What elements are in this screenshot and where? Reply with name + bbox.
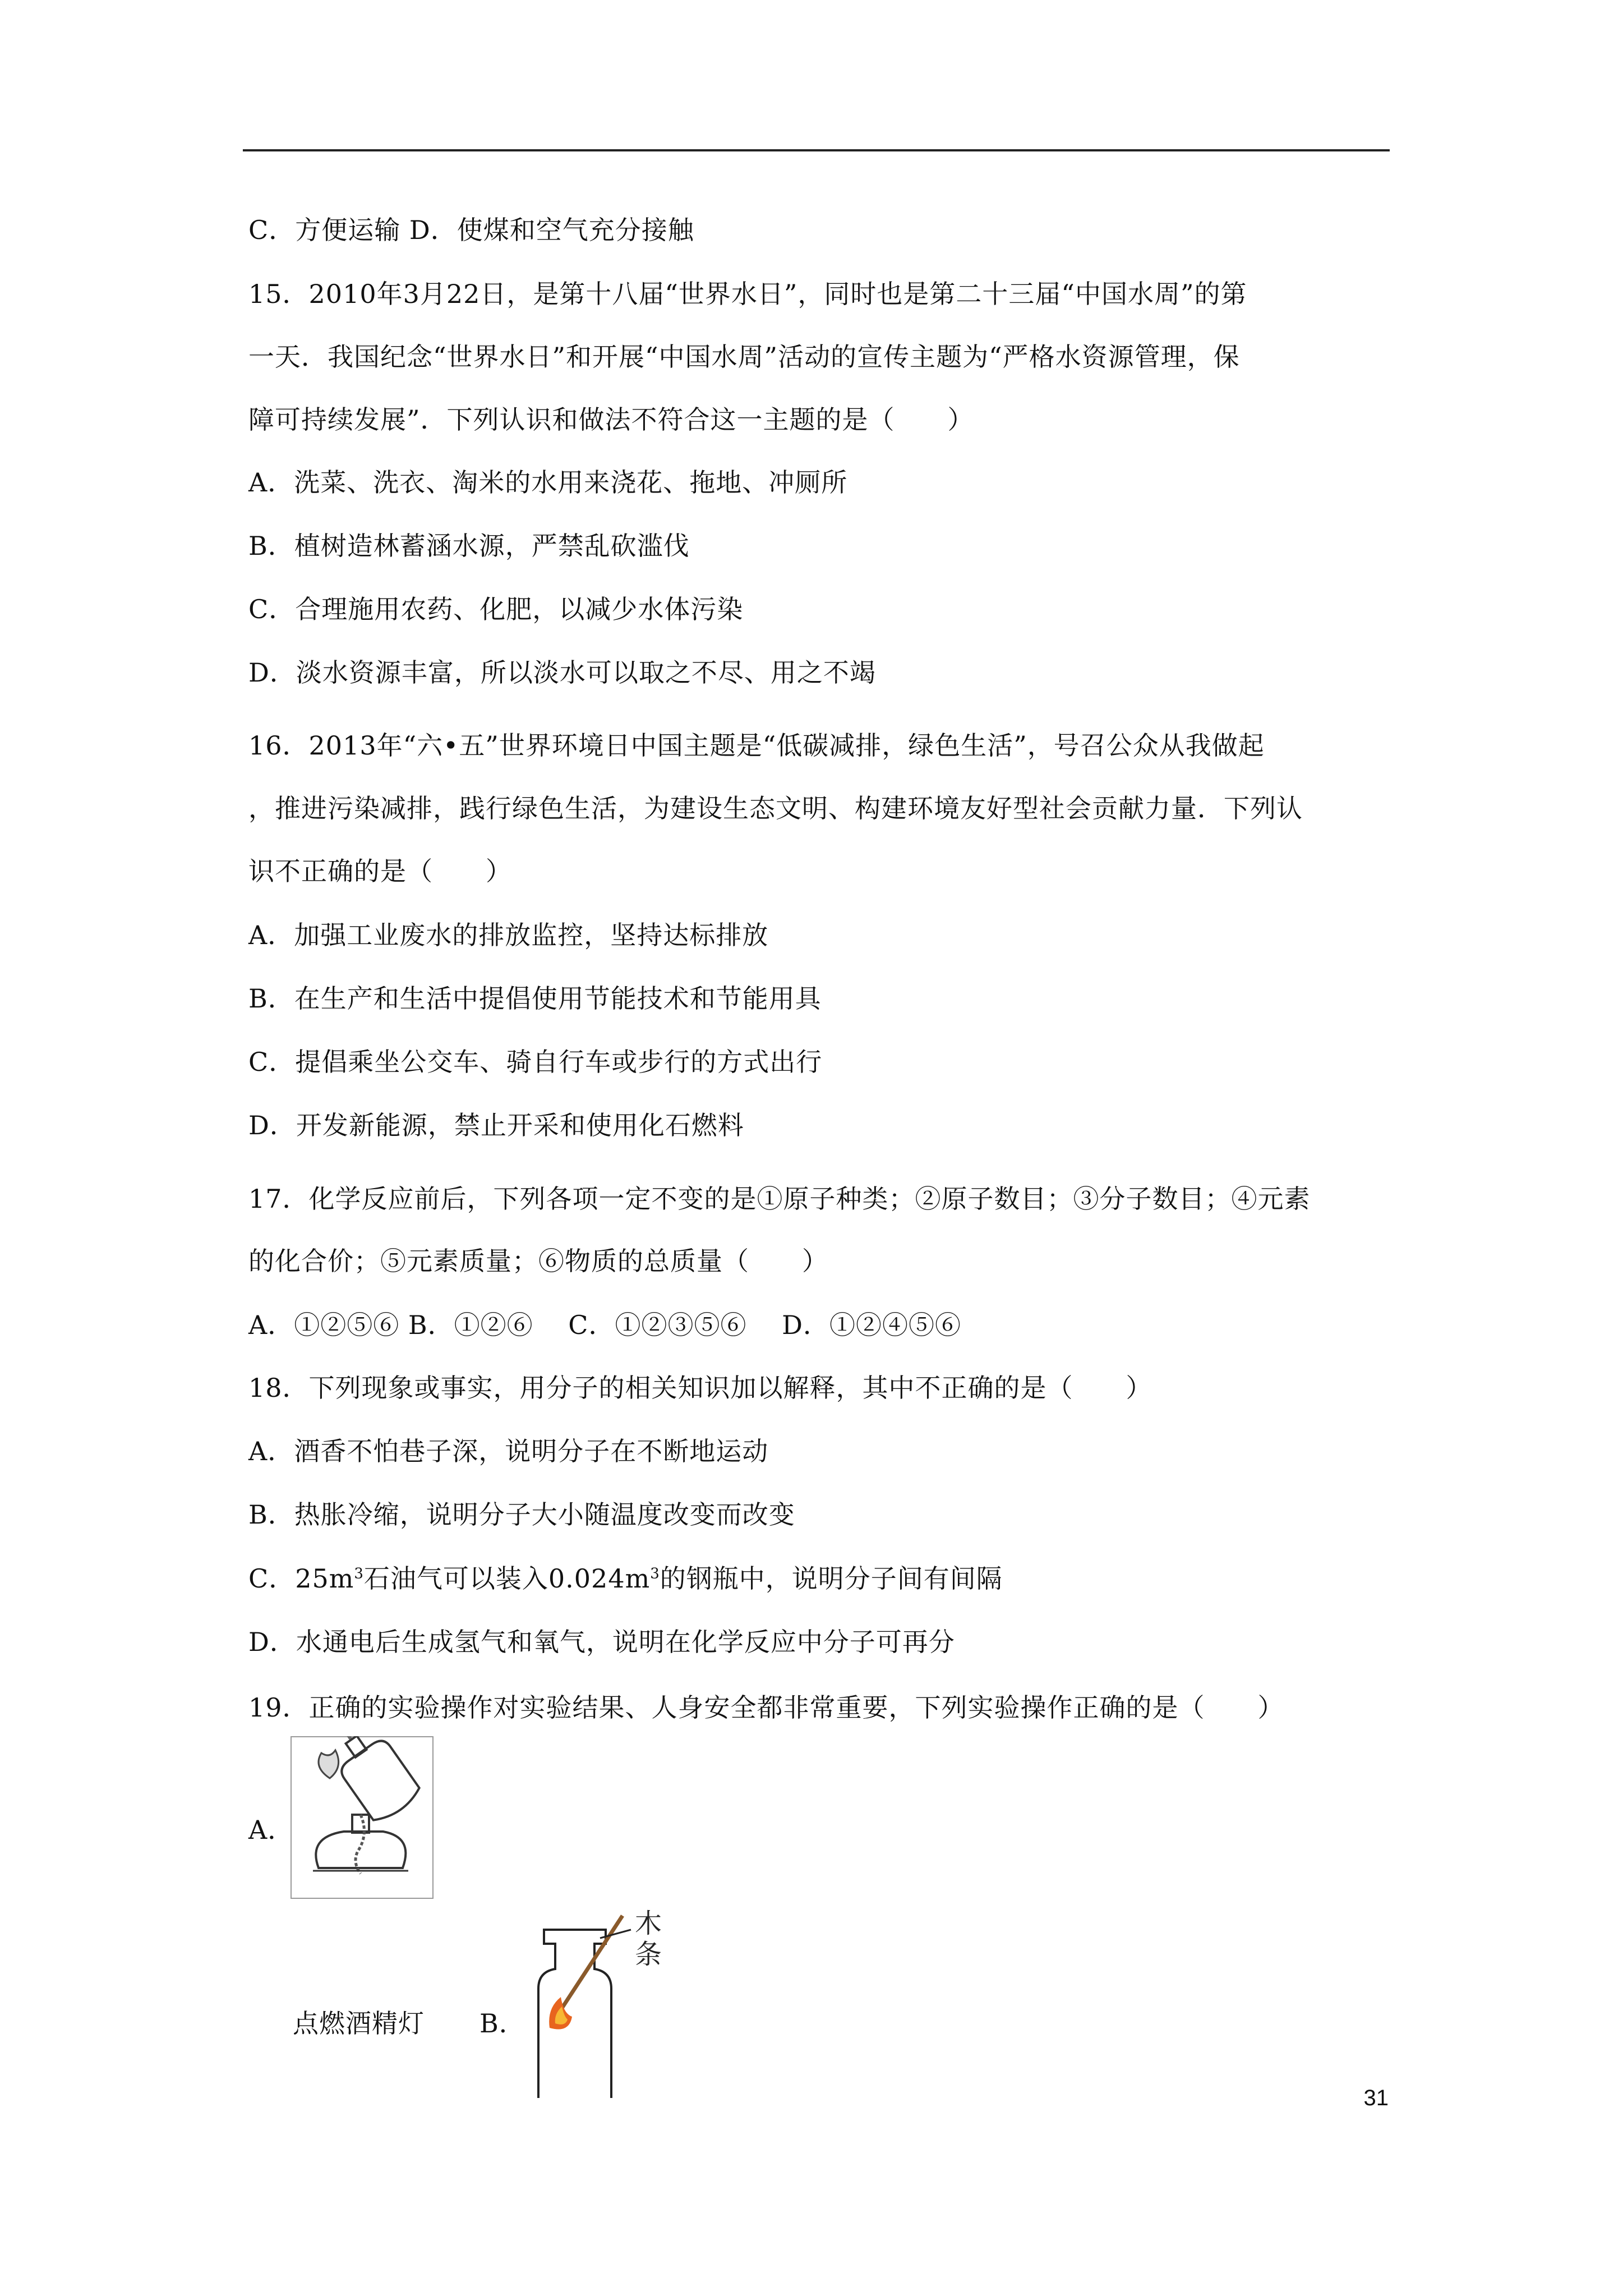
caption-light-alcohol-lamp: 点燃酒精灯 (293, 2008, 425, 2039)
option-line: C．提倡乘坐公交车、骑自行车或步行的方式出行 (248, 1047, 823, 1077)
text-line: ，推进污染减排，践行绿色生活，为建设生态文明、构建环境友好型社会贡献力量．下列认 (248, 793, 1303, 823)
option-line: B．在生产和生活中提倡使用节能技术和节能用具 (248, 983, 822, 1014)
option-line: D．水通电后生成氢气和氧气，说明在化学反应中分子可再分 (248, 1627, 955, 1657)
question-15: 15．2010年3月22日，是第十八届“世界水日”，同时也是第二十三届“中国水周”的第 (248, 279, 1247, 309)
option-b-label: B． (479, 2008, 525, 2039)
header-rule (243, 149, 1390, 151)
text-line: 障可持续发展”．下列认识和做法不符合这一主题的是（ ） (248, 404, 974, 435)
text-line: 的化合价；⑤元素质量；⑥物质的总质量（ ） (248, 1246, 828, 1276)
option-line: B．热胀冷缩，说明分子大小随温度改变而改变 (248, 1499, 795, 1530)
question-19: 19．正确的实验操作对实验结果、人身安全都非常重要，下列实验操作正确的是（ ） (248, 1692, 1284, 1723)
option-a-label: A． (248, 1815, 294, 1845)
option-line: C．合理施用农药、化肥，以减少水体污染 (248, 594, 744, 624)
option-line: A．洗菜、洗衣、淘米的水用来浇花、拖地、冲厕所 (248, 467, 848, 498)
question-18: 18．下列现象或事实，用分子的相关知识加以解释，其中不正确的是（ ） (248, 1373, 1152, 1403)
option-line: D．淡水资源丰富，所以淡水可以取之不尽、用之不竭 (248, 657, 876, 688)
option-line: A．酒香不怕巷子深，说明分子在不断地运动 (248, 1436, 769, 1466)
page-number: 31 (1363, 2086, 1389, 2110)
option-line: D．开发新能源，禁止开采和使用化石燃料 (248, 1110, 744, 1140)
text-line: 识不正确的是（ ） (248, 856, 512, 886)
label-mu: 木 (635, 1908, 662, 1939)
option-line: A．加强工业废水的排放监控，坚持达标排放 (248, 920, 769, 950)
text-line: 一天．我国纪念“世界水日”和开展“中国水周”活动的宣传主题为“严格水资源管理，保 (248, 342, 1240, 372)
option-line: C．$25m^3$石油气可以装入$0.024m^3$的钢瓶中，说明分子间有间隔 (248, 1563, 1003, 1594)
option-line: B．植树造林蓄涵水源，严禁乱砍滥伐 (248, 531, 690, 561)
alcohol-lamp-figure (291, 1736, 434, 1899)
option-line: A．①②⑤⑥ B．①②⑥ C．①②③⑤⑥ D．①②④⑤⑥ (248, 1310, 961, 1340)
wood-splint-bottle-figure (516, 1904, 667, 2102)
question-16: 16．2013年“六•五”世界环境日中国主题是“低碳减排，绿色生活”，号召公众从我做起 (248, 730, 1265, 761)
label-tiao: 条 (635, 1939, 662, 1970)
text-line: C．方便运输 D．使煤和空气充分接触 (248, 215, 694, 245)
question-17: 17．化学反应前后，下列各项一定不变的是①原子种类；②原子数目；③分子数目；④元素 (248, 1184, 1311, 1214)
